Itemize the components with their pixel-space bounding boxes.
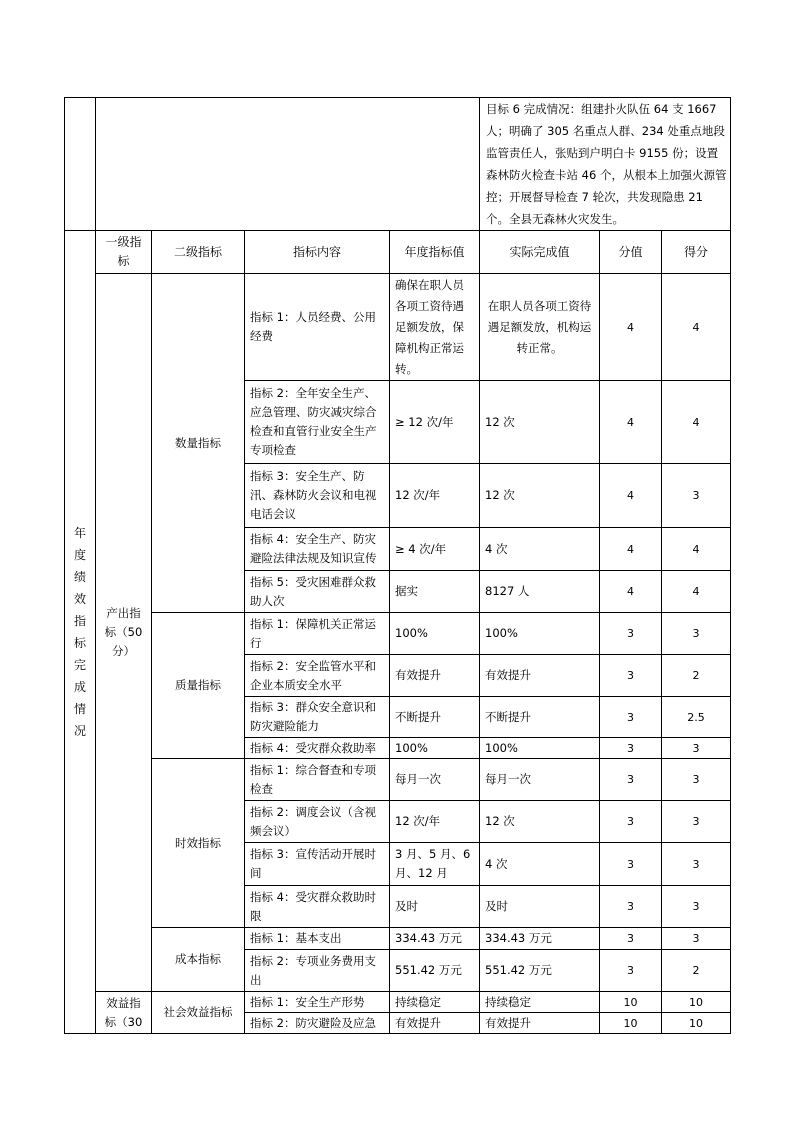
- indicator-score: 3: [662, 464, 731, 528]
- indicator-score-value: 4: [600, 381, 662, 464]
- indicator-score-value: 3: [600, 950, 662, 992]
- indicator-content: 指标 1：人员经费、公用经费: [245, 274, 390, 381]
- indicator-score: 2: [662, 655, 731, 697]
- header-content: 指标内容: [245, 231, 390, 274]
- indicator-score: 3: [662, 738, 731, 759]
- indicator-target: 100%: [390, 738, 480, 759]
- indicator-content: 指标 2：防灾避险及应急: [245, 1013, 390, 1034]
- indicator-score-value: 4: [600, 528, 662, 571]
- indicator-content: 指标 1：综合督查和专项检查: [245, 759, 390, 801]
- indicator-target: ≥ 12 次/年: [390, 381, 480, 464]
- indicator-content: 指标 1：基本支出: [245, 928, 390, 950]
- performance-table: [64, 97, 731, 1034]
- level2-timeliness: 时效指标: [152, 759, 245, 928]
- indicator-actual: 持续稳定: [480, 992, 600, 1013]
- indicator-score: 2: [662, 950, 731, 992]
- indicator-score: 3: [662, 801, 731, 843]
- indicator-content: 指标 2：安全监管水平和企业本质安全水平: [245, 655, 390, 697]
- indicator-score-value: 4: [600, 274, 662, 381]
- indicator-score-value: 10: [600, 1013, 662, 1034]
- indicator-content: 指标 3：安全生产、防汛、森林防火会议和电视电话会议: [245, 464, 390, 528]
- indicator-actual: 4 次: [480, 528, 600, 571]
- indicator-actual: 每月一次: [480, 759, 600, 801]
- indicator-content: 指标 4：受灾群众救助时限: [245, 886, 390, 928]
- header-actual: 实际完成值: [480, 231, 600, 274]
- indicator-score-value: 3: [600, 655, 662, 697]
- blank-cell: [96, 98, 480, 231]
- indicator-content: 指标 5：受灾困难群众救助人次: [245, 571, 390, 613]
- indicator-content: 指标 2：全年安全生产、应急管理、防灾减灾综合检查和直管行业安全生产专项检查: [245, 381, 390, 464]
- blank-cell: [65, 98, 96, 231]
- target-6-completion-note: 目标 6 完成情况：组建扑火队伍 64 支 1667 人；明确了 305 名重点人群、234 处重点地段监管责任人，张贴到户明白卡 9155 份；设置森林防火检查卡站 46 个，从根本上加强火源管控；开展督导检查 7 轮次，共发现隐患 21 个。全县无森林火灾发生。: [480, 98, 731, 231]
- indicator-actual: 有效提升: [480, 655, 600, 697]
- section-label-text: 年度绩效指标完成情况: [73, 526, 86, 738]
- header-level1: 一级指标: [96, 231, 152, 274]
- indicator-target: 持续稳定: [390, 992, 480, 1013]
- level2-cost: 成本指标: [152, 928, 245, 992]
- indicator-actual: 100%: [480, 613, 600, 655]
- indicator-target: 551.42 万元: [390, 950, 480, 992]
- indicator-actual: 12 次: [480, 464, 600, 528]
- indicator-actual: 及时: [480, 886, 600, 928]
- indicator-score-value: 3: [600, 759, 662, 801]
- level2-social: 社会效益指标: [152, 992, 245, 1034]
- indicator-score: 4: [662, 274, 731, 381]
- level1-benefit: 效益指标（30: [96, 992, 152, 1034]
- indicator-actual: 不断提升: [480, 697, 600, 738]
- indicator-actual: 100%: [480, 738, 600, 759]
- indicator-score: 4: [662, 381, 731, 464]
- indicator-actual: 4 次: [480, 843, 600, 886]
- header-target: 年度指标值: [390, 231, 480, 274]
- indicator-score-value: 3: [600, 928, 662, 950]
- indicator-score-value: 3: [600, 843, 662, 886]
- indicator-score: 3: [662, 886, 731, 928]
- indicator-score-value: 3: [600, 886, 662, 928]
- header-score: 得分: [662, 231, 731, 274]
- indicator-content: 指标 2：调度会议（含视频会议）: [245, 801, 390, 843]
- header-level2: 二级指标: [152, 231, 245, 274]
- indicator-score: 3: [662, 613, 731, 655]
- level1-output: 产出指标（50分）: [96, 274, 152, 992]
- level2-quality: 质量指标: [152, 613, 245, 759]
- indicator-target: 据实: [390, 571, 480, 613]
- indicator-actual: 有效提升: [480, 1013, 600, 1034]
- indicator-target: 不断提升: [390, 697, 480, 738]
- indicator-score-value: 3: [600, 801, 662, 843]
- indicator-target: 有效提升: [390, 655, 480, 697]
- indicator-content: 指标 2：专项业务费用支出: [245, 950, 390, 992]
- indicator-score: 2.5: [662, 697, 731, 738]
- indicator-target: 100%: [390, 613, 480, 655]
- indicator-score: 3: [662, 928, 731, 950]
- section-label: [65, 231, 96, 1034]
- indicator-score-value: 3: [600, 738, 662, 759]
- indicator-content: 指标 4：安全生产、防灾避险法律法规及知识宣传: [245, 528, 390, 571]
- indicator-score: 3: [662, 759, 731, 801]
- indicator-actual: 551.42 万元: [480, 950, 600, 992]
- indicator-target: 3 月、5 月、6 月、12 月: [390, 843, 480, 886]
- indicator-target: 有效提升: [390, 1013, 480, 1034]
- indicator-score-value: 4: [600, 464, 662, 528]
- indicator-actual: 12 次: [480, 801, 600, 843]
- indicator-target: 334.43 万元: [390, 928, 480, 950]
- indicator-score: 10: [662, 992, 731, 1013]
- indicator-target: 及时: [390, 886, 480, 928]
- indicator-score: 4: [662, 571, 731, 613]
- header-score-value: 分值: [600, 231, 662, 274]
- indicator-target: 12 次/年: [390, 464, 480, 528]
- indicator-target: ≥ 4 次/年: [390, 528, 480, 571]
- indicator-content: 指标 3：宣传活动开展时间: [245, 843, 390, 886]
- indicator-score-value: 3: [600, 697, 662, 738]
- indicator-score: 10: [662, 1013, 731, 1034]
- indicator-content: 指标 1：保障机关正常运行: [245, 613, 390, 655]
- level2-quantity: 数量指标: [152, 274, 245, 613]
- indicator-target: 确保在职人员各项工资待遇足额发放，保障机构正常运转。: [390, 274, 480, 381]
- indicator-actual: 12 次: [480, 381, 600, 464]
- indicator-content: 指标 4：受灾群众救助率: [245, 738, 390, 759]
- indicator-target: 12 次/年: [390, 801, 480, 843]
- indicator-actual: 在职人员各项工资待遇足额发放，机构运转正常。: [480, 274, 600, 381]
- indicator-target: 每月一次: [390, 759, 480, 801]
- indicator-score: 3: [662, 843, 731, 886]
- indicator-score-value: 3: [600, 613, 662, 655]
- indicator-actual: 8127 人: [480, 571, 600, 613]
- indicator-actual: 334.43 万元: [480, 928, 600, 950]
- indicator-score-value: 4: [600, 571, 662, 613]
- indicator-content: 指标 3：群众安全意识和防灾避险能力: [245, 697, 390, 738]
- indicator-score-value: 10: [600, 992, 662, 1013]
- indicator-score: 4: [662, 528, 731, 571]
- indicator-content: 指标 1：安全生产形势: [245, 992, 390, 1013]
